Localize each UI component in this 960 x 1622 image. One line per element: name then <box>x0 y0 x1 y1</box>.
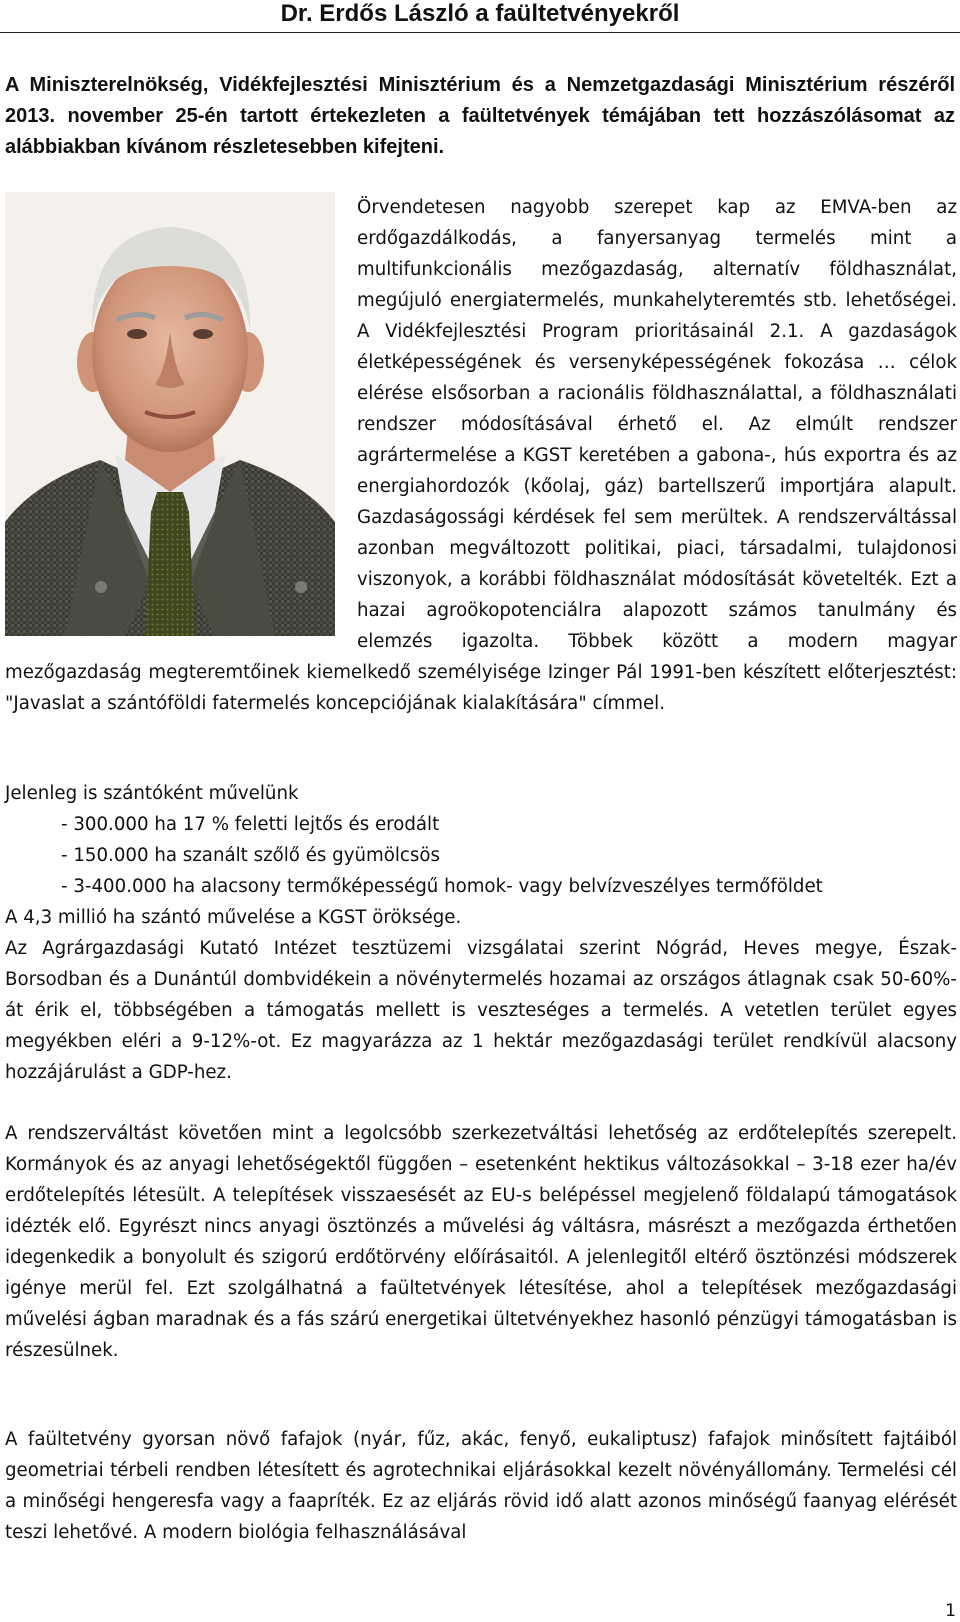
title-underline <box>0 32 960 33</box>
paragraph-block-plantation <box>5 1424 957 1548</box>
list-intro: Jelenleg is szántóként művelünk <box>5 783 299 804</box>
paragraph-akii: Az Agrárgazdasági Kutató Intézet tesztüzemi vizsgálatai szerint Nógrád, Heves megye, Észak-Borsodban és a Dunántúl dombvidékein a növénytermelés hozamai az országos átlagnak csak 50-60%-át érik el, többségében a támogatás mellett is veszteséges a termelés. A vetetlen terület egyes megyékben eléri a 9-12%-ot. Ez magyarázza az 1 hektár mezőgazdasági terület rendkívül alacsony hozzájárulást a GDP-hez. <box>5 938 957 1083</box>
list-summary: A 4,3 millió ha szántó művelése a KGST öröksége. <box>5 907 462 928</box>
paragraph-plantation: A faültetvény gyorsan növő fafajok (nyár, fűz, akác, fenyő, eukaliptusz) fafajok minősített fajtáiból geometriai térbeli rendben létesített és agrotechnikai eljárásokkal kezelt növényállomány. Termelési cél a minőségi hengeresfa vagy a faapríték. Ez az eljárás rövid idő alatt azonos minőségű faanyag elérését teszi lehetővé. A modern biológia felhasználásával <box>5 1429 957 1543</box>
list-item: - 3-400.000 ha alacsony termőképességű homok- vagy belvízveszélyes termőföldet <box>61 876 823 897</box>
main-section <box>5 192 957 719</box>
land-use-list <box>5 778 957 1088</box>
page-title: Dr. Erdős László a faültetvényekről <box>280 0 680 27</box>
paragraph-emva: Örvendetesen nagyobb szerepet kap az EMVA-ben az erdőgazdálkodás, a fanyersanyag termelés mint a multifunkcionális mezőgazdaság, alternatív földhasználat, megújuló energiatermelés, munkahelyteremtés stb. lehetőségei. A Vidékfejlesztési Program prioritásainál 2.1. A gazdaságok életképességének és versenyképességének fokozása … célok elérése elsősorban a racionális földhasználattal, a földhasználati rendszer módosításával érhető el. Az elmúlt rendszer agrártermelése a KGST keretében a gabona-, hús exportra és az energiahordozók (kőolaj, gáz) bartellszerű importjára alapult. Gazdaságossági kérdések fel sem merültek. A rendszerváltással azonban megváltozott politikai, piaci, társadalmi, tulajdonosi viszonyok, a korábbi földhasználat módosítását követelték. Ezt a hazai agroökopotenciálra alapozott számos tanulmány és elemzés igazolta. Többek között a modern magyar mezőgazdaság megteremtőinek kiemelkedő személyisége Izinger Pál 1991-ben készített előterjesztést: "Javaslat a szántóföldi fatermelés koncepciójának kialakítására" címmel. <box>5 197 957 714</box>
intro-paragraph: A Miniszterelnökség, Vidékfejlesztési Minisztérium és a Nemzetgazdasági Minisztérium részéről 2013. november 25-én tartott értekezleten a faültetvények témájában tett hozzászólásomat az alábbiakban kívánom részletesebben kifejteni. <box>5 74 955 158</box>
page-number: 1 <box>945 1601 956 1621</box>
paragraph-afforestation: A rendszerváltást követően mint a legolcsóbb szerkezetváltási lehetőség az erdőtelepítés szerepelt. Kormányok és az anyagi lehetőségektől függően – esetenként hektikus változásokkal – 3-18 ezer ha/év erdőtelepítés létesült. A telepítések visszaesését az EU-s belépéssel megjelenő földalapú támogatások idézték elő. Egyrészt nincs anyagi ösztönzés a művelési ág váltásra, másrészt a mezőgazda érthetően idegenkedik a bonyolult és szigorú erdőtörvény előírásaitól. A jelenlegitől eltérő ösztönzési módszerek igénye merül fel. Ezt szolgálhatná a faültetvények létesítése, ahol a telepítések mezőgazdasági művelési ágban maradnak és a fás szárú energetikai ültetvényekhez hasonló pénzügyi támogatásban is részesülnek. <box>5 1123 957 1361</box>
list-item: - 300.000 ha 17 % feletti lejtős és erodált <box>61 814 440 835</box>
portrait-photo <box>5 192 335 636</box>
list-item: - 150.000 ha szanált szőlő és gyümölcsös <box>61 845 440 866</box>
paragraph-block-afforestation <box>5 1118 957 1366</box>
